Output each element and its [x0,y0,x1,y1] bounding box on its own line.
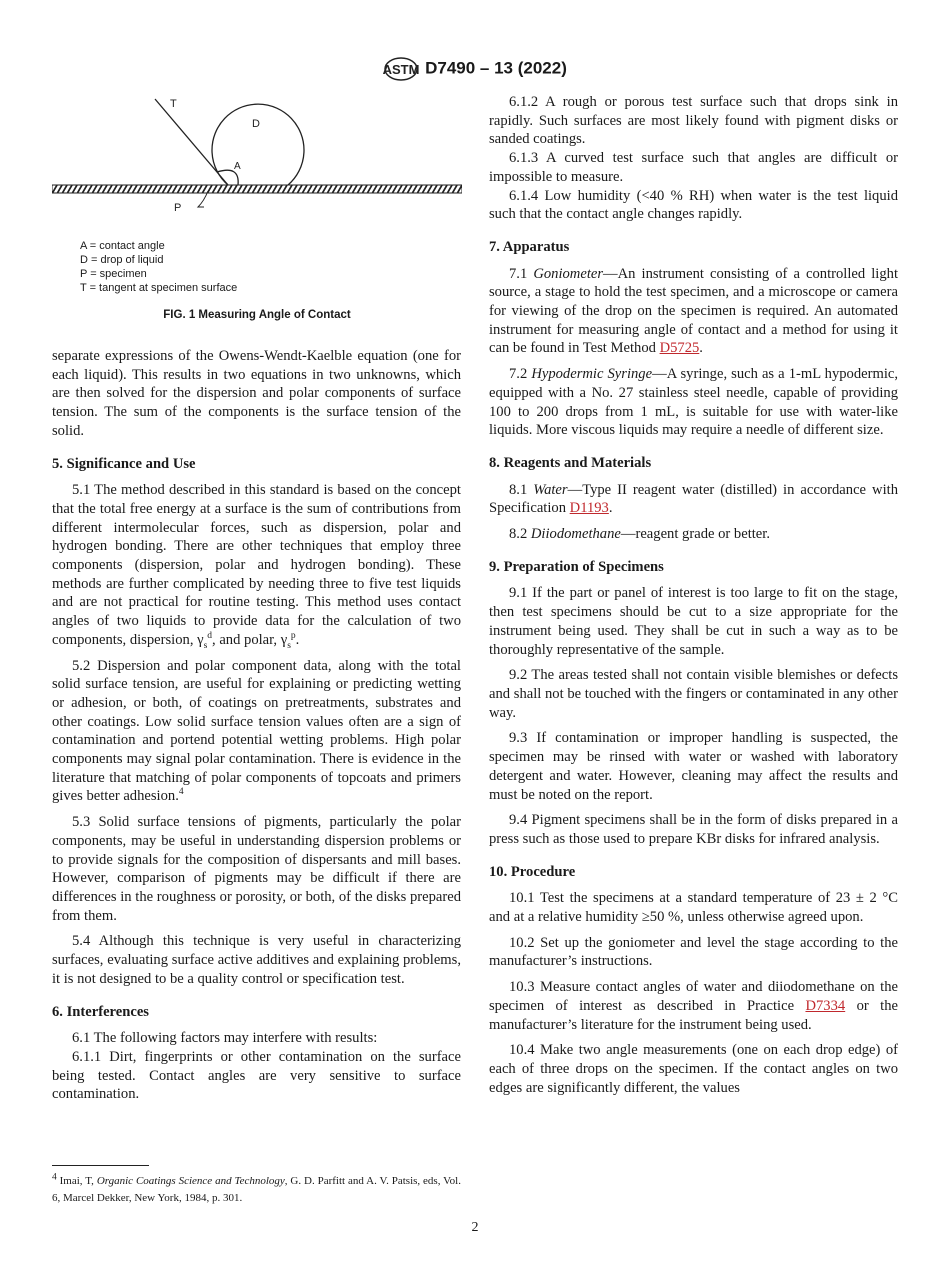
text-segment: —Type II reagent water (distilled) in accordance with Specification [489,481,898,517]
section-heading [489,454,898,473]
paragraph [489,1041,898,1097]
footnote [52,1173,461,1207]
paragraph [489,811,898,848]
text-segment: . [608,500,613,517]
text-segment: 6.1.4 Low humidity (<40 % RH) when water is the test liquid such that the contact angle changes rapidly. [489,187,898,223]
text-segment: 9.2 The areas tested shall not contain visible blemishes or defects and shall not be touched with the fingers or contaminated in any other way. [489,667,898,721]
text-segment: 7.1 [509,265,534,282]
text-segment: 4 [178,787,184,798]
paragraph [52,347,461,441]
reference-link[interactable]: D7334 [805,997,846,1014]
text-segment: 10.3 Measure contact angles of water and diiodomethane on the specimen of interest as described in Practice [489,979,898,1014]
text-segment: 6.1.1 Dirt, fingerprints or other contamination on the surface being tested. Contact angles are very sensitive to surface contamination. [52,1048,461,1103]
paragraph [489,729,898,804]
text-segment: 6.1.2 A rough or porous test surface such that drops sink in rapidly. Such surfaces are most likely found with pigment disks or sanded coatings. [489,94,898,148]
text-segment: 9.1 If the part or panel of interest is too large to fit on the stage, then test specimens should be cut to a size appropriate for the instrument being used. They shall be cut in such a way as to be thoroughly representative of the sample. [489,585,898,658]
legend-item: T = tangent at specimen surface [80,282,238,294]
text-segment: —A syringe, such as a 1-mL hypodermic, equipped with a No. 27 stainless steel needle, capable of providing 100 to 200 drops from 1 mL, is suitable for use with water-like liquids. More viscous liquids may require a needle of different size. [489,366,899,439]
section-heading [489,863,898,882]
text-segment: —reagent grade or better. [620,526,770,543]
text-segment: 10. Procedure [489,863,576,880]
paragraph [489,978,898,1034]
label-A: A [234,161,241,172]
paragraph [489,365,898,440]
right-column [489,93,898,1104]
legend-item: D = drop of liquid [80,254,164,266]
text-segment: d [207,630,213,641]
specimen-surface [52,185,462,193]
text-segment: 10.2 Set up the goniometer and level the stage according to the manufacturer’s instructions. [489,934,898,970]
text-segment: 10.4 Make two angle measurements (one on each drop edge) of each of three drops on the specimen. If the contact angles on two edges are significantly different, the values [489,1042,898,1096]
contact-angle-diagram [52,95,462,235]
text-segment: Diiodomethane [530,526,621,543]
text-segment: 8.2 [509,526,531,543]
drop-outline [212,104,304,185]
text-segment: Hypodermic Syringe [531,366,653,383]
paragraph [52,932,461,988]
paragraph [52,481,461,649]
text-segment: 10.1 Test the specimens at a standard temperature of 23 ± 2 °C and at a relative humidity ≥50 %, unless otherwise agreed upon. [489,890,898,926]
designation: D7490 – 13 (2022) [425,58,567,78]
text-segment: 6.1 The following factors may interfere with results: [72,1030,378,1047]
text-segment: 7.2 [509,366,532,383]
footnote-title: Organic Coatings Science and Technology [96,1175,285,1187]
page-header [0,56,950,82]
figure-1 [52,95,462,335]
text-segment: s [287,640,291,651]
text-segment: 6. Interferences [52,1003,149,1020]
text-segment: 9. Preparation of Specimens [489,558,664,575]
section-heading [52,455,461,474]
text-segment: 5.4 Although this technique is very useful in characterizing surfaces, evaluating surface active additives and explaining problems, it is not designed to be a quality control or specification test. [52,933,461,987]
legend-item: A = contact angle [80,240,165,252]
paragraph [52,657,461,807]
left-column [52,347,461,1104]
paragraph [489,481,898,518]
text-segment: 9.4 Pigment specimens shall be in the form of disks prepared in a press such as those used to prepare KBr disks for infrared analysis. [489,812,898,847]
label-P: P [174,202,182,214]
text-segment: or the manufacturer’s literature for the instrument being used. [489,997,898,1033]
label-D: D [252,118,260,130]
paragraph [489,934,898,971]
text-segment: 8.1 [509,481,534,498]
footnote-number: 4 [52,1172,57,1183]
label-T: T [170,98,177,110]
footnote-text: Imai, T, [56,1175,97,1187]
paragraph [52,1029,461,1048]
text-segment: 9.3 If contamination or improper handling is suspected, the specimen may be rinsed with water or washed with laboratory detergent and water. However, cleaning may affect the results and must be noted on the report. [489,730,898,803]
text-segment: . [295,631,300,648]
reference-link[interactable]: D5725 [659,340,700,357]
paragraph [52,813,461,925]
page-number: 2 [471,1220,479,1235]
astm-logo-icon [383,56,419,82]
section-heading [489,238,898,257]
paragraph [489,584,898,659]
section-heading [489,558,898,577]
figure-caption: FIG. 1 Measuring Angle of Contact [163,309,351,321]
text-segment: —An instrument consisting of a controlled light source, a stage to hold the test specimen, and a microscope or camera for viewing of the drop on the specimen is required. An automated instrument for measuring angle of contact and a method for using it can be found in Test Method [489,265,898,357]
text-segment: 8. Reagents and Materials [489,454,652,471]
legend-item: P = specimen [80,268,147,280]
footnote-rule [52,1165,149,1166]
paragraph [489,666,898,722]
text-segment: Water [533,481,568,498]
text-segment: 6.1.3 A curved test surface such that angles are difficult or impossible to measure. [489,150,898,185]
text-segment: 5.3 Solid surface tensions of pigments, particularly the polar components, may be useful in understanding dispersion problems or to provide signals for the composition of dispersants and mill bases. However, comparison of pigments may be difficult if there are differences in the roughness or porosity, or both, of the disks prepared from them. [52,814,461,924]
text-segment: 5. Significance and Use [52,455,196,472]
text-segment: . [699,340,703,357]
paragraph [489,265,898,359]
section-heading [52,1003,461,1022]
paragraph [52,1048,461,1104]
paragraph [489,187,898,224]
paragraph [489,93,898,149]
text-segment: Goniometer [533,265,604,282]
text-segment: 5.2 Dispersion and polar component data, along with the total solid surface tension, are useful for explaining or predicting wetting or adhesion, or both, of coatings on pretreatments, substrates and other coatings. Low solid surface tension values often are a sign of contamination and portend potential wetting problems. High polar components may signal polar contamination. There is evidence in the literature that matching of polar components of topcoats and primers gives better adhesion. [52,657,461,805]
text-segment: 5.1 The method described in this standard is based on the concept that the total free energy at a surface is the sum of contributions from different intermolecular forces, such as dispersion, polar and hydrogen bonding. There are other techniques that employ three components (dispersion, polar and hydrogen bonding). These methods are further complicated by needing three to five test liquids and are not practical for routine testing. This method uses contact angles of two liquids to provide data for the calculation of two components, dispersion, γ [52,482,461,648]
text-segment: , and polar, γ [212,631,288,648]
text-segment: s [203,640,208,651]
svg-text:ASTM: ASTM [383,62,420,77]
figure-legend [80,239,237,295]
paragraph [489,149,898,186]
reference-link[interactable]: D1193 [569,500,609,517]
text-segment: p [290,630,296,641]
footnote-text: , G. D. Parfitt and A. V. Patsis, eds, Vol. 6, Marcel Dekker, New York, 1984, p. 301. [52,1175,461,1204]
paragraph [489,525,898,544]
text-segment: 7. Apparatus [489,238,570,255]
paragraph [489,889,898,926]
text-segment: separate expressions of the Owens-Wendt-Kaelble equation (one for each liquid). This results in two equations in two unknowns, which are then solved for the dispersion and polar components of surface tension. The sum of the components is the surface tension of the solid. [52,348,461,439]
